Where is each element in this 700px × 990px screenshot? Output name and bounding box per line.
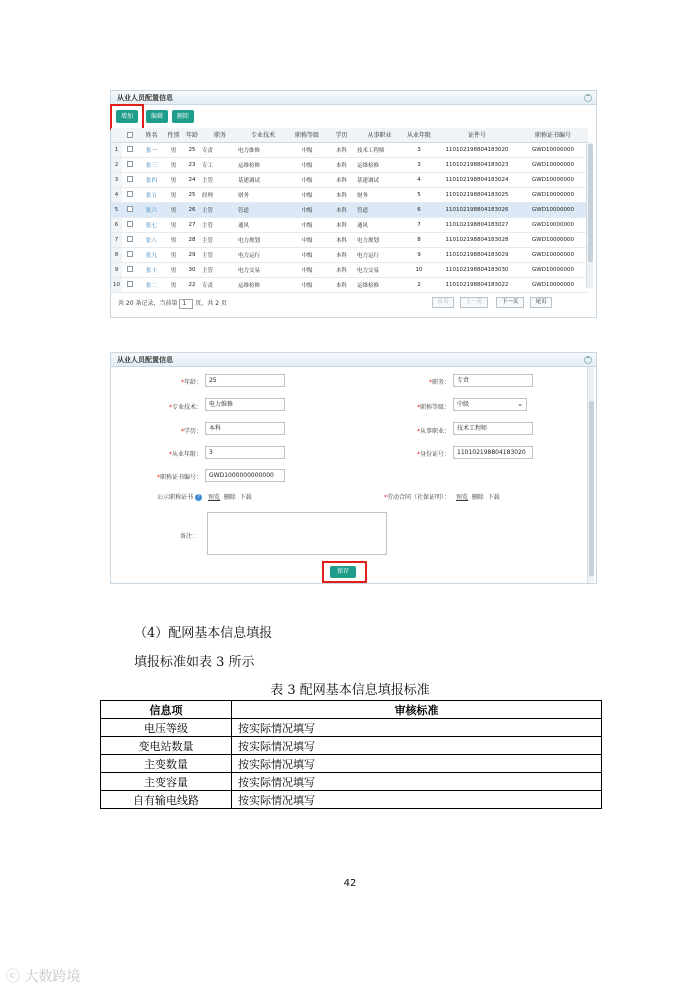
col-sex: 性别 bbox=[165, 128, 182, 142]
info-item: 主变容量 bbox=[101, 773, 232, 791]
job-input[interactable]: 技术工程师 bbox=[453, 422, 533, 435]
job-label: *从事职业： bbox=[416, 428, 450, 435]
cell-job: 管道 bbox=[357, 202, 402, 217]
cell-name[interactable]: 张七 bbox=[138, 217, 165, 232]
cert-input[interactable]: GWD1000000000000 bbox=[205, 469, 285, 482]
cell-years: 6 bbox=[402, 202, 436, 217]
save-button-highlight bbox=[322, 561, 367, 583]
cell-cert: GWD10000000 bbox=[518, 232, 588, 247]
col-level: 职称等级 bbox=[288, 128, 326, 142]
cell-edu: 本科 bbox=[326, 262, 357, 277]
cell-edu: 本科 bbox=[326, 172, 357, 187]
cell-age: 30 bbox=[182, 262, 202, 277]
row-select[interactable] bbox=[122, 277, 138, 292]
last-page-button[interactable]: 尾页 bbox=[530, 297, 552, 308]
cell-job: 运维检修 bbox=[357, 157, 402, 172]
cell-years: 3 bbox=[402, 157, 436, 172]
cell-post: 专责 bbox=[202, 277, 238, 292]
public-cert-download-link[interactable]: 下载 bbox=[239, 494, 252, 501]
age-label: *年龄： bbox=[180, 379, 202, 386]
info-item: 变电站数量 bbox=[101, 737, 232, 755]
table-row[interactable] bbox=[111, 157, 588, 172]
cell-post: 主管 bbox=[202, 232, 238, 247]
row-number: 2 bbox=[111, 157, 122, 172]
cell-job: 基建调试 bbox=[357, 172, 402, 187]
collapse-icon[interactable]: ⌃ bbox=[585, 94, 591, 101]
row-checkbox[interactable] bbox=[127, 266, 133, 272]
pager-suffix: 页，共 2 页 bbox=[195, 300, 227, 307]
cell-id: 110102198804183020 bbox=[436, 142, 518, 157]
table-row bbox=[101, 737, 602, 755]
row-select[interactable] bbox=[122, 247, 138, 262]
audit-standard: 按实际情况填写 bbox=[232, 755, 602, 773]
cell-id: 110102198804183028 bbox=[436, 232, 518, 247]
contract-view-link[interactable]: 预览 bbox=[456, 494, 469, 501]
cell-name[interactable]: 张三 bbox=[138, 157, 165, 172]
cell-cert: GWD10000000 bbox=[518, 187, 588, 202]
cell-age: 22 bbox=[182, 277, 202, 292]
cell-post: 主管 bbox=[202, 217, 238, 232]
add-button[interactable]: 增加 bbox=[116, 110, 138, 123]
cell-level: 中级 bbox=[288, 172, 326, 187]
tech-label: *专业技术： bbox=[168, 404, 202, 411]
cell-post: 专工 bbox=[202, 157, 238, 172]
cell-post: 主管 bbox=[202, 202, 238, 217]
cell-sex: 男 bbox=[165, 187, 182, 202]
row-number: 1 bbox=[111, 142, 122, 157]
note-label: 备注： bbox=[179, 533, 198, 540]
cell-name[interactable]: 张六 bbox=[138, 202, 165, 217]
cell-level: 中级 bbox=[288, 277, 326, 292]
cell-name[interactable]: 张二 bbox=[138, 277, 165, 292]
row-number: 6 bbox=[111, 217, 122, 232]
table-header-row bbox=[111, 128, 588, 142]
cell-name[interactable]: 张十 bbox=[138, 262, 165, 277]
contract-download-link[interactable]: 下载 bbox=[487, 494, 500, 501]
age-input[interactable]: 25 bbox=[205, 374, 285, 387]
save-button[interactable]: 保存 bbox=[330, 566, 356, 578]
row-number: 10 bbox=[111, 277, 122, 292]
cell-cert: GWD10000000 bbox=[518, 142, 588, 157]
table-row[interactable] bbox=[111, 247, 588, 262]
row-select[interactable] bbox=[122, 157, 138, 172]
cell-sex: 男 bbox=[165, 157, 182, 172]
cell-job: 电力运行 bbox=[357, 247, 402, 262]
col-select-all[interactable] bbox=[122, 128, 138, 142]
cell-id: 110102198804183023 bbox=[436, 157, 518, 172]
row-checkbox[interactable] bbox=[127, 161, 133, 167]
table-row[interactable] bbox=[111, 172, 588, 187]
next-page-button[interactable]: 下一页 bbox=[496, 297, 524, 308]
cell-edu: 本科 bbox=[326, 217, 357, 232]
info-item: 电压等级 bbox=[101, 719, 232, 737]
cell-tech: 电力运行 bbox=[238, 247, 288, 262]
row-number: 3 bbox=[111, 172, 122, 187]
level-select[interactable] bbox=[453, 398, 527, 411]
col-edu: 学历 bbox=[326, 128, 357, 142]
cell-edu: 本科 bbox=[326, 202, 357, 217]
cell-tech: 运维检修 bbox=[238, 157, 288, 172]
row-checkbox[interactable] bbox=[127, 251, 133, 257]
cell-years: 8 bbox=[402, 232, 436, 247]
cert-label: *职称证书编号： bbox=[156, 474, 202, 481]
cell-edu: 本科 bbox=[326, 187, 357, 202]
cell-age: 26 bbox=[182, 202, 202, 217]
info-item: 主变数量 bbox=[101, 755, 232, 773]
cell-edu: 本科 bbox=[326, 232, 357, 247]
row-checkbox[interactable] bbox=[127, 176, 133, 182]
cell-name[interactable]: 张九 bbox=[138, 247, 165, 262]
cell-sex: 男 bbox=[165, 202, 182, 217]
panel2-title bbox=[111, 353, 596, 367]
id-input[interactable]: 110102198804183020 bbox=[453, 446, 533, 459]
cell-post: 主管 bbox=[202, 262, 238, 277]
cell-age: 28 bbox=[182, 232, 202, 247]
table-row[interactable] bbox=[111, 232, 588, 247]
col-job: 从事职业 bbox=[357, 128, 402, 142]
cell-post: 专责 bbox=[202, 142, 238, 157]
note-textarea[interactable] bbox=[207, 512, 387, 555]
cell-cert: GWD10000000 bbox=[518, 277, 588, 292]
cell-level: 中级 bbox=[288, 262, 326, 277]
edu-input[interactable]: 本科 bbox=[205, 422, 285, 435]
table-row bbox=[101, 773, 602, 791]
cell-id: 110102198804183022 bbox=[436, 277, 518, 292]
row-checkbox[interactable] bbox=[127, 191, 133, 197]
audit-standard: 按实际情况填写 bbox=[232, 719, 602, 737]
level-label: *职称等级： bbox=[416, 404, 450, 411]
cell-age: 25 bbox=[182, 142, 202, 157]
row-number: 9 bbox=[111, 262, 122, 277]
col-name: 姓名 bbox=[138, 128, 165, 142]
cell-sex: 男 bbox=[165, 232, 182, 247]
edit-button[interactable]: 编辑 bbox=[146, 110, 168, 123]
col-id: 证件号 bbox=[436, 128, 518, 142]
cell-level: 中级 bbox=[288, 142, 326, 157]
cell-tech: 运维检修 bbox=[238, 277, 288, 292]
table-row[interactable] bbox=[111, 277, 588, 292]
cell-post: 经理 bbox=[202, 187, 238, 202]
staff-table bbox=[111, 128, 588, 293]
panel-title bbox=[111, 91, 596, 105]
audit-standard: 按实际情况填写 bbox=[232, 737, 602, 755]
select-all-checkbox[interactable] bbox=[127, 132, 133, 138]
cell-tech: 电力维修 bbox=[238, 142, 288, 157]
prev-page-button[interactable]: 上一页 bbox=[460, 297, 488, 308]
col-rownum bbox=[111, 128, 122, 142]
watermark-text: 大数跨境 bbox=[24, 969, 81, 985]
public-cert-view-link[interactable]: 预览 bbox=[208, 494, 221, 501]
cell-edu: 本科 bbox=[326, 142, 357, 157]
cell-cert: GWD10000000 bbox=[518, 202, 588, 217]
cell-tech: 管道 bbox=[238, 202, 288, 217]
cell-years: 4 bbox=[402, 172, 436, 187]
standard-table bbox=[100, 700, 602, 809]
cell-level: 中级 bbox=[288, 187, 326, 202]
cell-id: 110102198804183025 bbox=[436, 187, 518, 202]
cell-level: 中级 bbox=[288, 217, 326, 232]
col-post: 职务 bbox=[202, 128, 238, 142]
pager-page-input[interactable]: 1 bbox=[179, 299, 193, 309]
row-checkbox[interactable] bbox=[127, 236, 133, 242]
row-select[interactable] bbox=[122, 217, 138, 232]
col-tech: 专业技术 bbox=[238, 128, 288, 142]
cell-sex: 男 bbox=[165, 277, 182, 292]
cell-tech: 通风 bbox=[238, 217, 288, 232]
panel-title-text: 从业人员配置信息 bbox=[117, 94, 173, 102]
level-select-value: 中级 bbox=[457, 401, 470, 408]
table-row[interactable] bbox=[111, 262, 588, 277]
row-select[interactable] bbox=[122, 202, 138, 217]
pager-info bbox=[118, 298, 227, 309]
chevron-down-icon[interactable]: ⌄ bbox=[517, 400, 523, 408]
row-checkbox[interactable] bbox=[127, 146, 133, 152]
col-years: 从业年限 bbox=[402, 128, 436, 142]
cell-years: 7 bbox=[402, 217, 436, 232]
cell-years: 10 bbox=[402, 262, 436, 277]
row-checkbox[interactable] bbox=[127, 206, 133, 212]
cell-sex: 男 bbox=[165, 142, 182, 157]
table-header-row bbox=[101, 701, 602, 719]
cell-name[interactable]: 张一 bbox=[138, 142, 165, 157]
info-item: 自有输电线路 bbox=[101, 791, 232, 809]
pager-prefix: 共 20 条记录，当前第 bbox=[118, 300, 178, 307]
cell-id: 110102198804183027 bbox=[436, 217, 518, 232]
header-info-item: 信息项 bbox=[101, 701, 232, 719]
cell-sex: 男 bbox=[165, 217, 182, 232]
cell-sex: 男 bbox=[165, 247, 182, 262]
cell-id: 110102198804183024 bbox=[436, 172, 518, 187]
post-label: *职务： bbox=[428, 379, 450, 386]
row-number: 8 bbox=[111, 247, 122, 262]
cell-level: 中级 bbox=[288, 247, 326, 262]
cell-age: 25 bbox=[182, 187, 202, 202]
cell-name[interactable]: 张八 bbox=[138, 232, 165, 247]
id-label: *身份证号： bbox=[416, 451, 450, 458]
table-row[interactable] bbox=[111, 187, 588, 202]
contract-delete-link[interactable]: 删除 bbox=[471, 494, 484, 501]
cell-edu: 本科 bbox=[326, 247, 357, 262]
row-select[interactable] bbox=[122, 232, 138, 247]
cell-edu: 本科 bbox=[326, 157, 357, 172]
cell-id: 110102198804183026 bbox=[436, 202, 518, 217]
public-cert-links bbox=[208, 492, 252, 501]
watermark bbox=[6, 966, 80, 986]
row-checkbox[interactable] bbox=[127, 221, 133, 227]
years-label: *从业年限： bbox=[168, 451, 202, 458]
cell-post: 主管 bbox=[202, 172, 238, 187]
cell-job: 电力规划 bbox=[357, 232, 402, 247]
section-intro: 填报标准如表 3 所示 bbox=[134, 655, 255, 670]
cell-age: 27 bbox=[182, 217, 202, 232]
cell-years: 2 bbox=[402, 277, 436, 292]
cell-age: 23 bbox=[182, 157, 202, 172]
table-row[interactable] bbox=[111, 202, 588, 217]
section-heading: （4）配网基本信息填报 bbox=[134, 626, 273, 641]
row-number: 4 bbox=[111, 187, 122, 202]
table-caption: 表 3 配网基本信息填报标准 bbox=[270, 683, 430, 698]
cell-name[interactable]: 张五 bbox=[138, 187, 165, 202]
cell-sex: 男 bbox=[165, 262, 182, 277]
delete-button[interactable]: 删除 bbox=[172, 110, 194, 123]
table-row bbox=[101, 719, 602, 737]
page-number: 42 bbox=[343, 878, 357, 889]
add-button-highlight bbox=[110, 104, 144, 130]
tech-input[interactable]: 电力维修 bbox=[205, 398, 285, 411]
cell-level: 中级 bbox=[288, 232, 326, 247]
contract-label: *劳动合同（社保证明）： bbox=[383, 494, 450, 501]
table-row[interactable] bbox=[111, 217, 588, 232]
form-scrollbar-thumb[interactable] bbox=[589, 401, 594, 576]
years-input[interactable]: 3 bbox=[205, 446, 285, 459]
cell-job: 财务 bbox=[357, 187, 402, 202]
panel2-title-text: 从业人员配置信息 bbox=[117, 356, 173, 364]
cell-tech: 基建调试 bbox=[238, 172, 288, 187]
form-scrollbar[interactable] bbox=[587, 367, 594, 583]
cell-id: 110102198804183030 bbox=[436, 262, 518, 277]
cell-id: 110102198804183029 bbox=[436, 247, 518, 262]
post-input[interactable]: 专责 bbox=[453, 374, 533, 387]
col-cert: 职称证书编号 bbox=[518, 128, 588, 142]
table-row bbox=[101, 791, 602, 809]
cell-post: 主管 bbox=[202, 247, 238, 262]
cell-age: 29 bbox=[182, 247, 202, 262]
cell-level: 中级 bbox=[288, 202, 326, 217]
first-page-button[interactable]: 首页 bbox=[432, 297, 454, 308]
watermark-logo-icon: ⓒ bbox=[6, 969, 20, 985]
cell-cert: GWD10000000 bbox=[518, 172, 588, 187]
public-cert-label: 公示职称证书 ? bbox=[130, 492, 202, 501]
grid-scrollbar-thumb[interactable] bbox=[588, 144, 593, 262]
cell-edu: 本科 bbox=[326, 277, 357, 292]
info-icon[interactable]: ? bbox=[195, 494, 202, 501]
public-cert-delete-link[interactable]: 删除 bbox=[223, 494, 236, 501]
table-row[interactable] bbox=[111, 142, 588, 157]
cell-tech: 电力规划 bbox=[238, 232, 288, 247]
cell-job: 通风 bbox=[357, 217, 402, 232]
cell-job: 运维检修 bbox=[357, 277, 402, 292]
row-select[interactable] bbox=[122, 142, 138, 157]
cell-sex: 男 bbox=[165, 172, 182, 187]
row-checkbox[interactable] bbox=[127, 281, 133, 287]
row-select[interactable] bbox=[122, 187, 138, 202]
cell-cert: GWD10000000 bbox=[518, 217, 588, 232]
cell-tech: 电力交易 bbox=[238, 262, 288, 277]
cell-years: 5 bbox=[402, 187, 436, 202]
header-audit-standard: 审核标准 bbox=[232, 701, 602, 719]
cell-tech: 财务 bbox=[238, 187, 288, 202]
cell-name[interactable]: 张四 bbox=[138, 172, 165, 187]
cell-years: 3 bbox=[402, 142, 436, 157]
cell-age: 24 bbox=[182, 172, 202, 187]
col-age: 年龄 bbox=[182, 128, 202, 142]
grid-scrollbar[interactable] bbox=[586, 142, 593, 288]
table-row bbox=[101, 755, 602, 773]
cell-cert: GWD10000000 bbox=[518, 157, 588, 172]
audit-standard: 按实际情况填写 bbox=[232, 773, 602, 791]
row-number: 5 bbox=[111, 202, 122, 217]
row-select[interactable] bbox=[122, 262, 138, 277]
cell-level: 中级 bbox=[288, 157, 326, 172]
contract-links bbox=[456, 492, 500, 501]
edu-label: *学历： bbox=[180, 428, 202, 435]
row-number: 7 bbox=[111, 232, 122, 247]
cell-job: 电力交易 bbox=[357, 262, 402, 277]
cell-years: 9 bbox=[402, 247, 436, 262]
collapse-icon-2[interactable]: ⌃ bbox=[585, 356, 591, 363]
audit-standard: 按实际情况填写 bbox=[232, 791, 602, 809]
cell-job: 技术工程师 bbox=[357, 142, 402, 157]
cell-cert: GWD10000000 bbox=[518, 262, 588, 277]
cell-cert: GWD10000000 bbox=[518, 247, 588, 262]
row-select[interactable] bbox=[122, 172, 138, 187]
